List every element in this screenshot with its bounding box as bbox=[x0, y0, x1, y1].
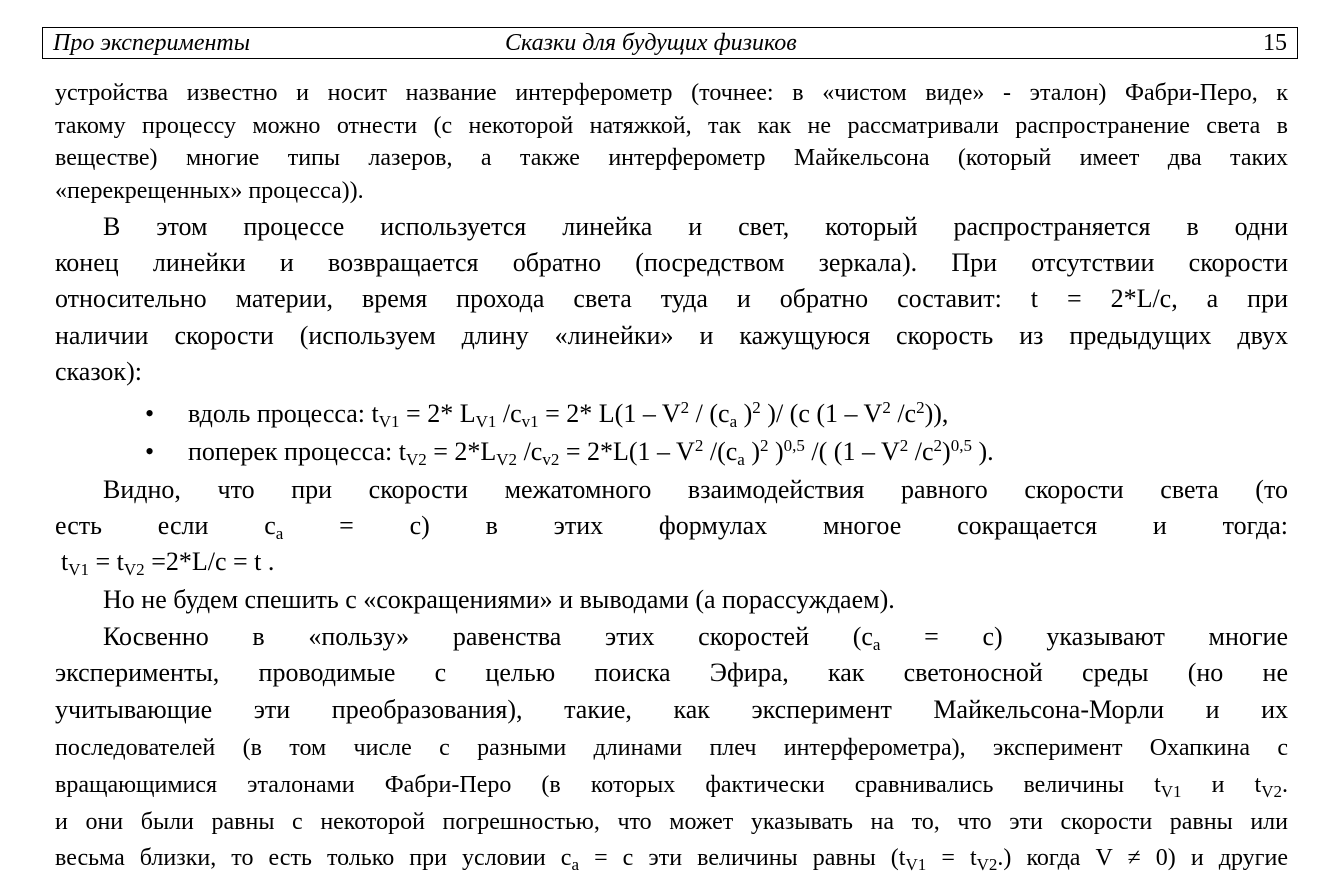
text-line: последователей (в том числе с разными длинами плеч интерферометра), эксперимент Охапкина с bbox=[55, 735, 1288, 761]
paragraph-first-line: В этом процессе используется линейка и свет, который распространяется в одни bbox=[103, 212, 1288, 241]
header-book-title: Сказки для будущих физиков bbox=[505, 30, 797, 56]
paragraph-first-line: Но не будем спешить с «сокращениями» и выводами (а порассуждаем). bbox=[103, 585, 895, 614]
bullet-icon: • bbox=[145, 437, 155, 466]
formula-result: $t_{V1} = t_{V2} =2*L/c = t$ . bbox=[61, 547, 275, 579]
text-line: веществе) многие типы лазеров, а также интерферометр Майкельсона (который имеет два таких bbox=[55, 145, 1288, 171]
text-line: вращающимися эталонами Фабри-Перо (в которых фактически сравнивались величины $t_{V1}$ и $t_{V2}$. bbox=[55, 772, 1288, 801]
text-line: наличии скорости (используем длину «линейки» и кажущуюся скорость из предыдущих двух bbox=[55, 321, 1288, 350]
text-line: учитывающие эти преобразования), такие, как эксперимент Майкельсона-Морли и их bbox=[55, 695, 1288, 724]
running-header bbox=[42, 27, 1298, 59]
formula-along: вдоль процесса: $t_{V1} = 2*$ $L_{V1}$ $/c_{v1} = 2*$ $L(1 - V^2 / (c_a$ )$^2$ )/ (c ($1 - V^2$ $/c^2$)), bbox=[188, 398, 949, 431]
paragraph-first-line: Косвенно в «пользу» равенства этих скоростей $(c_a = c)$ указывают многие bbox=[103, 622, 1288, 654]
text-line: и они были равны с некоторой погрешностью, что может указывать на то, что эти скорости равны или bbox=[55, 809, 1288, 835]
text-line: конец линейки и возвращается обратно (посредством зеркала). При отсутствии скорости bbox=[55, 248, 1288, 277]
formula-across: поперек процесса: $t_{V2} = 2*L_{V2}$ $/c_{v2} = 2*L(1 - V^2$ $/(c_a$ )$^2$ )$^{0,5}$ /( ($1 - V^2$ $/c^2)^{0,5}$ ). bbox=[188, 436, 994, 469]
text-line: «перекрещенных» процесса)). bbox=[55, 178, 364, 204]
text-line: есть если $c_a = c$) в этих формулах многое сокращается и тогда: bbox=[55, 511, 1288, 543]
text-line: сказок): bbox=[55, 357, 142, 386]
text-line: относительно материи, время прохода света туда и обратно составит: t = 2*L/c, а при bbox=[55, 284, 1288, 313]
paragraph-first-line: Видно, что при скорости межатомного взаимодействия равного скорости света (то bbox=[103, 475, 1288, 504]
text-line: устройства известно и носит название интерферометр (точнее: в «чистом виде» - эталон) Фабри-Перо, к bbox=[55, 80, 1288, 106]
text-line: весьма близки, то есть только при условии $c_a = c$ эти величины равны $(t_{V1} = t_{V2}.)$ когда V ≠ 0) и другие bbox=[55, 845, 1288, 874]
text-line: эксперименты, проводимые с целью поиска Эфира, как светоносной среды (но не bbox=[55, 658, 1288, 687]
text-line: такому процессу можно отнести (с некоторой натяжкой, так как не рассматривали распространение света в bbox=[55, 113, 1288, 139]
page-number: 15 bbox=[1263, 30, 1287, 56]
header-section-title: Про эксперименты bbox=[53, 30, 250, 56]
bullet-icon: • bbox=[145, 399, 155, 428]
